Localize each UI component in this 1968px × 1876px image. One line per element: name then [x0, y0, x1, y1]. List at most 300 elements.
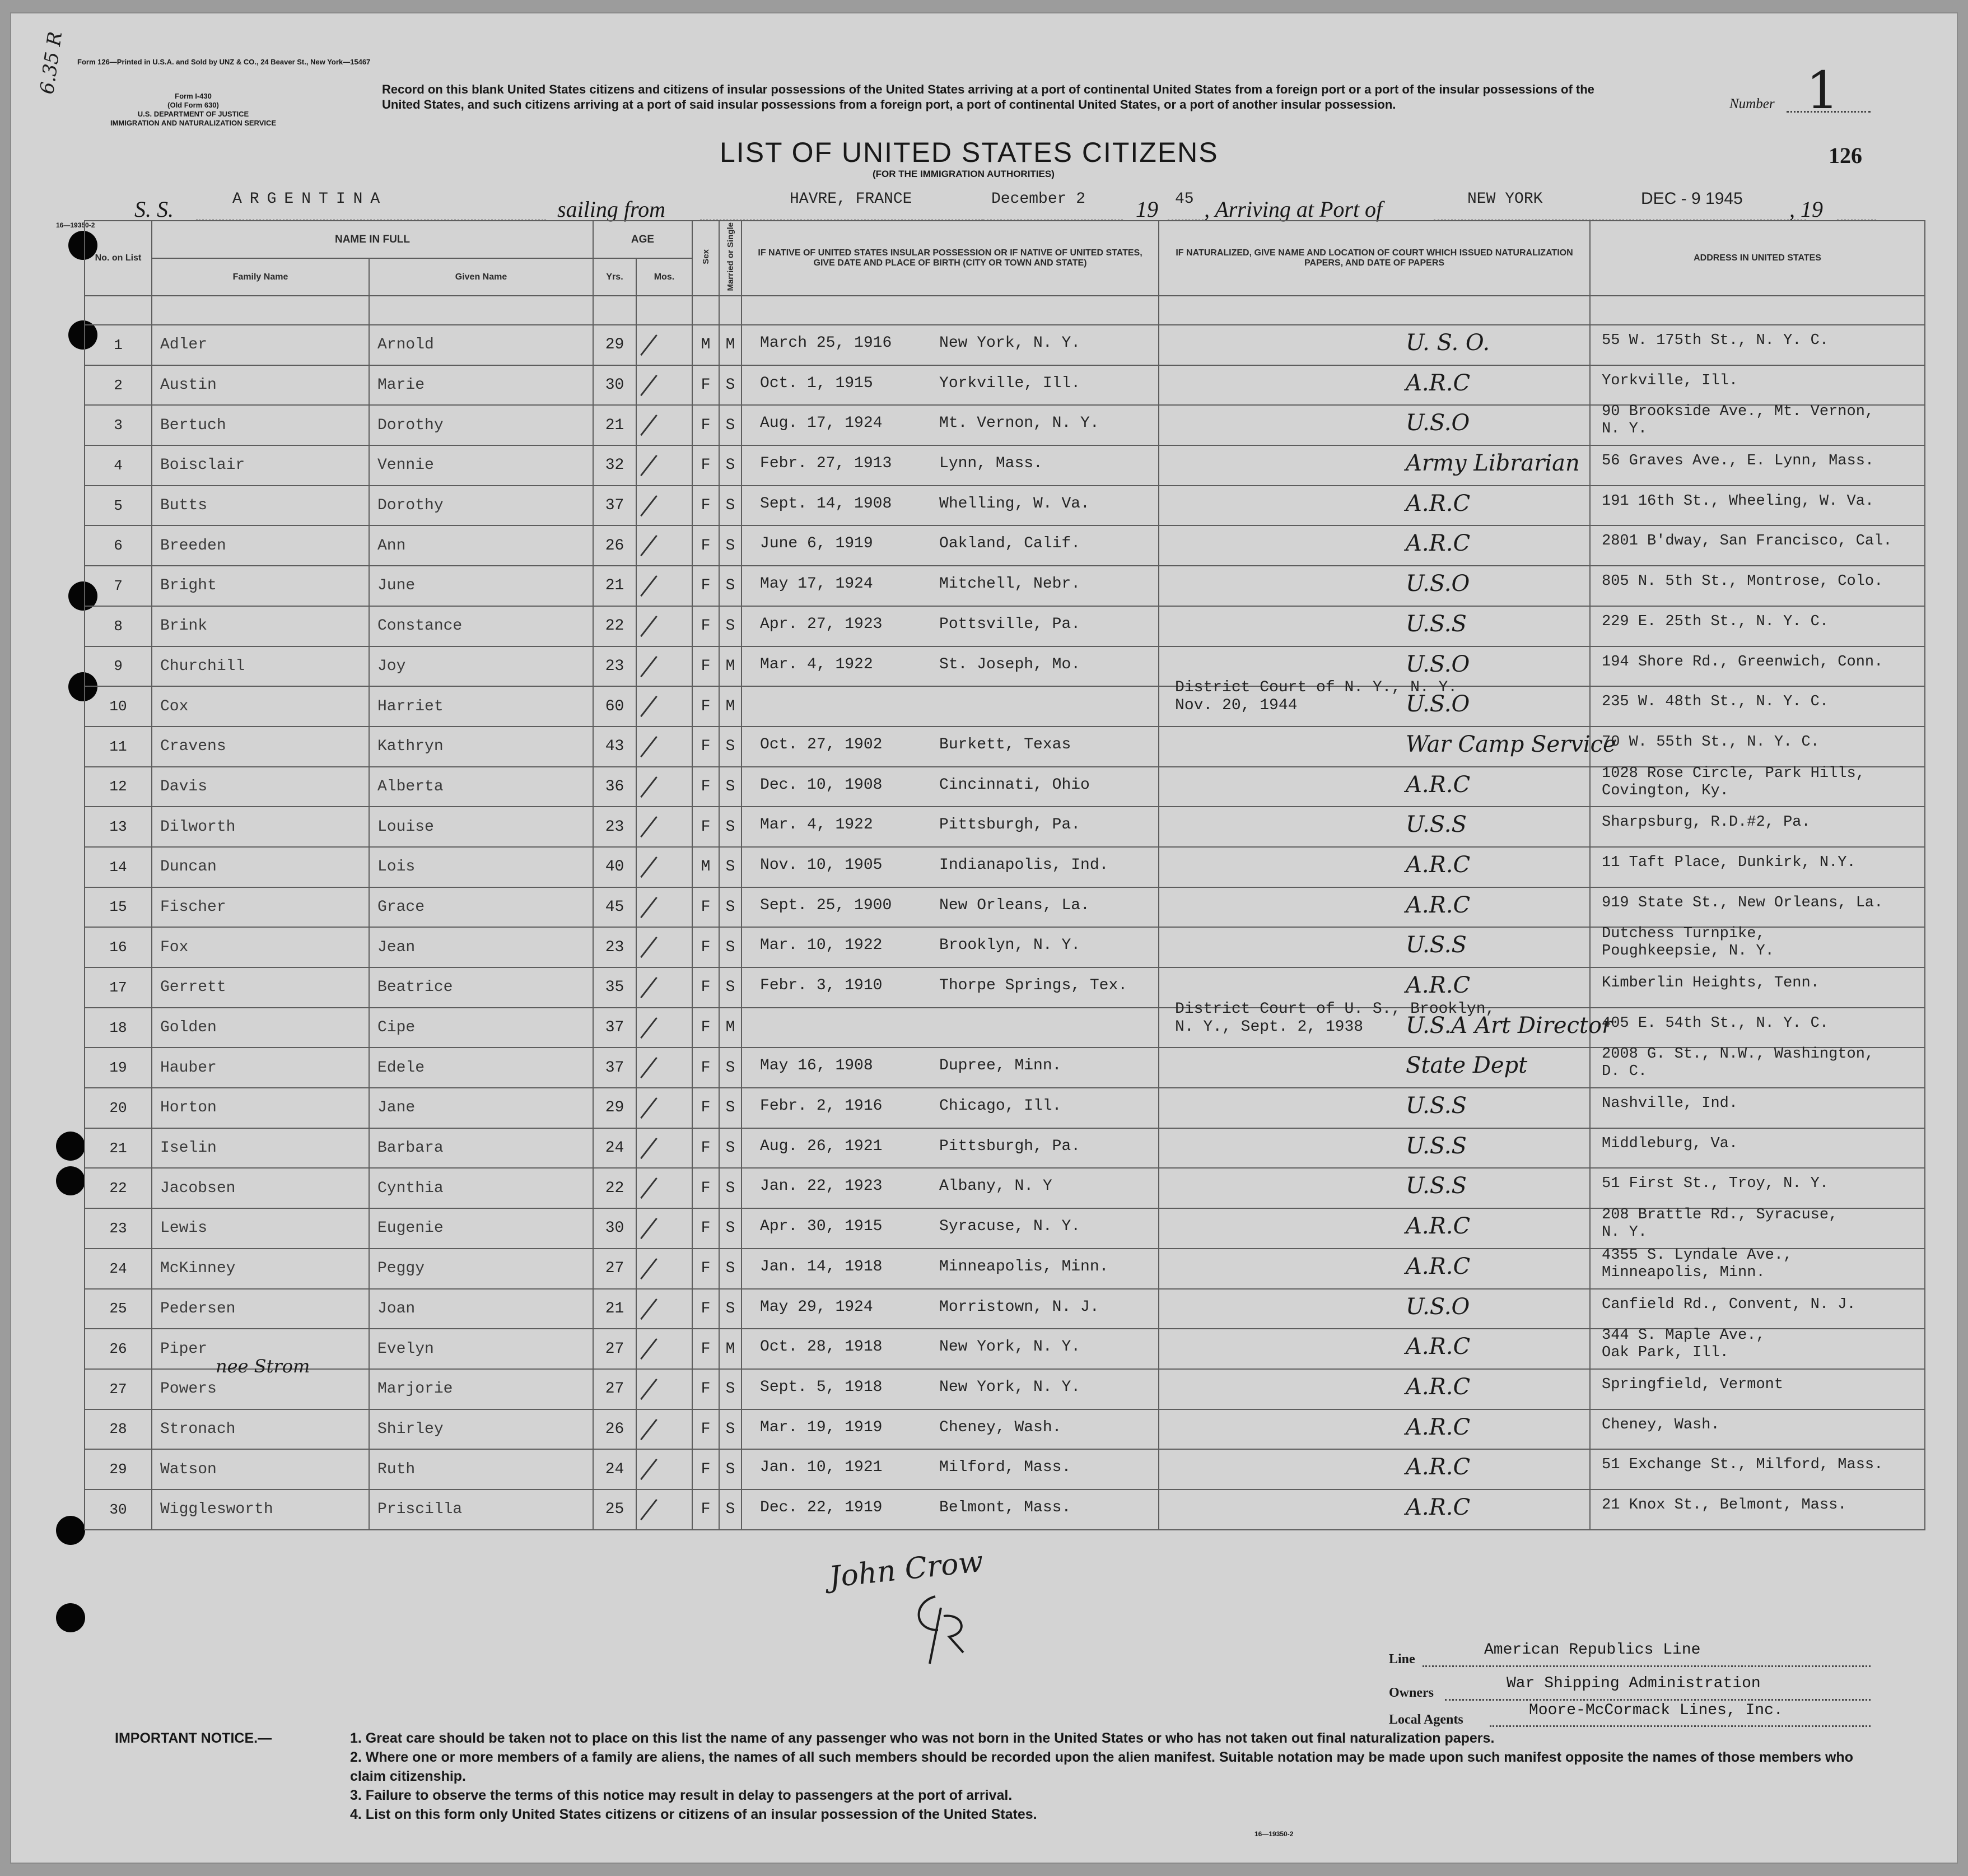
marital-status: S — [719, 1369, 742, 1409]
form-id-line: U.S. DEPARTMENT OF JUSTICE — [137, 110, 249, 118]
address: 55 W. 175th St., N. Y. C. — [1602, 332, 1829, 349]
sex: F — [692, 686, 719, 727]
sex: F — [692, 566, 719, 606]
list-number: 16 — [85, 927, 152, 967]
given-name: Arnold — [369, 325, 593, 365]
marital-status: S — [719, 1208, 742, 1249]
family-name: Dilworth — [152, 807, 369, 847]
family-name: McKinney — [152, 1249, 369, 1289]
given-name: Edele — [369, 1048, 593, 1088]
family-name: Adler — [152, 325, 369, 365]
given-name: Alberta — [369, 767, 593, 807]
handwritten-note: A.R.C — [1406, 1374, 1471, 1400]
given-name: Dorothy — [369, 486, 593, 526]
table-row — [85, 686, 1925, 727]
ditto-slash — [640, 1097, 657, 1119]
sex: F — [692, 1289, 719, 1329]
given-name: Cipe — [369, 1008, 593, 1048]
sex: F — [692, 1489, 719, 1530]
address: Nashville, Ind. — [1602, 1095, 1738, 1112]
age-years: 35 — [593, 967, 636, 1008]
form-code: 16—19350-2 — [56, 221, 95, 229]
sex: F — [692, 1128, 719, 1169]
address-cell — [1590, 1208, 1925, 1249]
address-cell — [1590, 325, 1925, 365]
naturalization-cell — [1159, 927, 1590, 967]
given-name: Ann — [369, 525, 593, 566]
age-years: 29 — [593, 325, 636, 365]
birth-cell — [742, 1208, 1159, 1249]
handwritten-note: U.S.S — [1406, 611, 1467, 637]
birth-date: Jan. 14, 1918 — [760, 1258, 883, 1276]
birth-cell — [742, 1088, 1159, 1128]
naturalization-cell — [1159, 767, 1590, 807]
birth-date: March 25, 1916 — [760, 334, 892, 352]
given-name: Jane — [369, 1088, 593, 1128]
address: 805 N. 5th St., Montrose, Colo. — [1602, 573, 1883, 590]
address: 21 Knox St., Belmont, Mass. — [1602, 1496, 1847, 1514]
table-row — [85, 365, 1925, 406]
ditto-slash — [640, 415, 657, 436]
notice-item: 3. Failure to observe the terms of this notice may result in delay to passengers at the port of arrival. — [350, 1787, 1013, 1803]
address: 51 Exchange St., Milford, Mass. — [1602, 1456, 1883, 1474]
address-cell — [1590, 686, 1925, 727]
list-number: 6 — [85, 525, 152, 566]
family-name: Bright — [152, 566, 369, 606]
court-details: District Court of N. Y., N. Y. Nov. 20, 1944 — [1175, 679, 1458, 715]
birth-cell — [742, 1168, 1159, 1208]
page-number: 126 — [1829, 143, 1862, 168]
handwritten-note: A.R.C — [1406, 851, 1471, 878]
list-number: 1 — [85, 325, 152, 365]
birth-cell — [742, 1128, 1159, 1169]
birth-date: Mar. 4, 1922 — [760, 655, 873, 673]
sex: F — [692, 1048, 719, 1088]
marital-status: S — [719, 1289, 742, 1329]
age-years: 37 — [593, 1048, 636, 1088]
ditto-slash — [640, 1177, 657, 1199]
naturalization-cell — [1159, 1000, 1613, 1048]
marital-status: S — [719, 1249, 742, 1289]
naturalization-cell — [1159, 606, 1590, 646]
sex: F — [692, 445, 719, 486]
naturalization-cell — [1159, 1289, 1590, 1329]
sex: F — [692, 927, 719, 967]
address-cell — [1590, 927, 1925, 967]
age-months — [636, 1048, 692, 1088]
list-number: 17 — [85, 967, 152, 1008]
address-cell — [1590, 646, 1925, 687]
age-months — [636, 486, 692, 526]
handwritten-note: A.R.C — [1406, 892, 1471, 918]
age-years: 29 — [593, 1088, 636, 1128]
handwritten-note: U.S.O — [1406, 1293, 1470, 1320]
address: 4355 S. Lyndale Ave., Minneapolis, Minn. — [1602, 1246, 1793, 1281]
list-number: 22 — [85, 1168, 152, 1208]
agents-label: Local Agents — [1389, 1712, 1463, 1727]
age-years: 37 — [593, 1008, 636, 1048]
birth-place: Albany, N. Y — [939, 1177, 1052, 1195]
line-label: Line — [1389, 1652, 1415, 1666]
birth-cell — [742, 405, 1159, 445]
naturalization-cell — [1159, 1208, 1590, 1249]
given-name: Jean — [369, 927, 593, 967]
arrival-stamp: DEC - 9 1945 — [1641, 189, 1743, 208]
marital-status: S — [719, 927, 742, 967]
header-mos: Mos. — [636, 258, 692, 296]
initials-mark — [896, 1591, 986, 1669]
ditto-slash — [640, 575, 657, 597]
family-name: Golden — [152, 1008, 369, 1048]
age-months — [636, 1249, 692, 1289]
ditto-slash — [640, 1379, 657, 1400]
birth-place: Pittsburgh, Pa. — [939, 816, 1081, 834]
given-name: Constance — [369, 606, 593, 646]
handwritten-note: A.R.C — [1406, 972, 1471, 998]
list-number: 5 — [85, 486, 152, 526]
ditto-slash — [640, 1419, 657, 1440]
birth-place: Oakland, Calif. — [939, 535, 1081, 553]
citizen-list-table — [84, 220, 1925, 1530]
list-number: 29 — [85, 1449, 152, 1489]
birth-place: St. Joseph, Mo. — [939, 655, 1081, 673]
family-name: Powers — [152, 1369, 369, 1409]
family-name: Churchill — [152, 646, 369, 687]
age-years: 21 — [593, 1289, 636, 1329]
birth-date: Sept. 5, 1918 — [760, 1378, 883, 1396]
marital-status: S — [719, 525, 742, 566]
ditto-slash — [640, 856, 657, 878]
address-cell — [1590, 1489, 1925, 1530]
address-cell — [1590, 1168, 1925, 1208]
table-row — [85, 1208, 1925, 1249]
family-name: Breeden — [152, 525, 369, 566]
naturalization-cell — [1159, 365, 1590, 406]
birth-place: Cincinnati, Ohio — [939, 776, 1090, 794]
given-name: Ruth — [369, 1449, 593, 1489]
owners-value: War Shipping Administration — [1507, 1675, 1761, 1692]
sex: F — [692, 1249, 719, 1289]
list-number: 10 — [85, 686, 152, 727]
marital-status: S — [719, 365, 742, 406]
naturalization-cell — [1159, 1369, 1590, 1409]
given-name: Dorothy — [369, 405, 593, 445]
given-name: Marjorie — [369, 1369, 593, 1409]
notice-list — [350, 1729, 1873, 1824]
age-years: 24 — [593, 1128, 636, 1169]
sex: F — [692, 1208, 719, 1249]
list-number: 14 — [85, 847, 152, 887]
notice-item: 4. List on this form only United States citizens or citizens of an insular possession of the United States. — [350, 1807, 1037, 1822]
age-years: 27 — [593, 1329, 636, 1369]
table-row — [85, 1289, 1925, 1329]
address-cell — [1590, 1329, 1925, 1369]
handwritten-note: U.S.S — [1406, 1093, 1467, 1119]
family-name: Austin — [152, 365, 369, 406]
handwritten-note: U.S.S — [1406, 812, 1467, 838]
line-rule — [1423, 1665, 1871, 1667]
naturalization-cell — [1159, 1128, 1590, 1169]
address: 2801 B'dway, San Francisco, Cal. — [1602, 533, 1892, 550]
age-years: 25 — [593, 1489, 636, 1530]
age-years: 37 — [593, 486, 636, 526]
notice-item: 1. Great care should be taken not to place on this list the name of any passenger who was not born in the United States or who has not taken out final naturalization papers. — [350, 1730, 1495, 1746]
age-months — [636, 525, 692, 566]
table-row — [85, 1168, 1925, 1208]
birth-date: Apr. 27, 1923 — [760, 615, 883, 633]
sex: F — [692, 486, 719, 526]
naturalization-cell — [1159, 1449, 1590, 1489]
address: 208 Brattle Rd., Syracuse, N. Y. — [1602, 1207, 1838, 1241]
given-name: Louise — [369, 807, 593, 847]
notice-heading: IMPORTANT NOTICE.— — [115, 1730, 272, 1746]
naturalization-cell — [1159, 325, 1590, 365]
ditto-slash — [640, 977, 657, 998]
family-name: Brink — [152, 606, 369, 646]
sex: M — [692, 325, 719, 365]
address: Sharpsburg, R.D.#2, Pa. — [1602, 814, 1811, 831]
sex: F — [692, 1449, 719, 1489]
handwritten-note: War Camp Service — [1406, 731, 1616, 757]
ss-label: S. S. — [134, 197, 174, 222]
given-name: Joy — [369, 646, 593, 687]
family-name: Stronach — [152, 1409, 369, 1450]
birth-cell — [742, 525, 1159, 566]
birth-cell — [742, 887, 1159, 928]
birth-place: Morristown, N. J. — [939, 1298, 1099, 1316]
court-details: District Court of U. S., Brooklyn, N. Y., Sept. 2, 1938 — [1175, 1000, 1495, 1036]
ditto-slash — [640, 736, 657, 757]
ditto-slash — [640, 1218, 657, 1239]
year-prefix: 19 — [1136, 197, 1158, 222]
birth-place: Yorkville, Ill. — [939, 374, 1081, 392]
handwritten-note: A.R.C — [1406, 490, 1471, 516]
given-name: Peggy — [369, 1249, 593, 1289]
list-number: 15 — [85, 887, 152, 928]
list-number: 12 — [85, 767, 152, 807]
marital-status: S — [719, 887, 742, 928]
birth-date: Mar. 4, 1922 — [760, 816, 873, 834]
table-row — [85, 1489, 1925, 1530]
header-married-single-text: Married or Single — [725, 222, 735, 291]
ditto-slash — [640, 1258, 657, 1279]
marital-status: M — [719, 1008, 742, 1048]
birth-date: May 16, 1908 — [760, 1057, 873, 1075]
table-row — [85, 525, 1925, 566]
address: Cheney, Wash. — [1602, 1416, 1720, 1433]
birth-cell — [742, 1289, 1159, 1329]
owners-rule — [1445, 1699, 1871, 1701]
birth-place: Chicago, Ill. — [939, 1097, 1062, 1115]
birth-cell — [742, 1249, 1159, 1289]
address: 2008 G. St., N.W., Washington, D. C. — [1602, 1046, 1874, 1081]
ditto-slash — [640, 1017, 657, 1039]
address-cell — [1590, 486, 1925, 526]
marital-status: S — [719, 1168, 742, 1208]
address: 90 Brookside Ave., Mt. Vernon, N. Y. — [1602, 403, 1874, 438]
list-number: 7 — [85, 566, 152, 606]
ditto-slash — [640, 1459, 657, 1480]
handwritten-note: A.R.C — [1406, 1414, 1471, 1440]
handwritten-note: U. S. O. — [1406, 330, 1490, 356]
sex: M — [692, 847, 719, 887]
age-years: 43 — [593, 727, 636, 767]
sex: F — [692, 525, 719, 566]
address-cell — [1590, 767, 1925, 807]
address-cell — [1590, 1008, 1925, 1048]
given-name: Harriet — [369, 686, 593, 727]
given-name: Shirley — [369, 1409, 593, 1450]
naturalization-cell — [1159, 445, 1590, 486]
marital-status: S — [719, 967, 742, 1008]
birth-place: Dupree, Minn. — [939, 1057, 1062, 1075]
binder-hole — [56, 1516, 85, 1545]
table-row — [85, 767, 1925, 807]
birth-date: May 17, 1924 — [760, 575, 873, 593]
age-months — [636, 1329, 692, 1369]
birth-date: Febr. 27, 1913 — [760, 455, 892, 473]
handwritten-note: A.R.C — [1406, 530, 1471, 557]
arrival-port: NEW YORK — [1467, 190, 1543, 208]
list-number: 3 — [85, 405, 152, 445]
ship-name: ARGENTINA — [232, 190, 388, 208]
handwritten-note: U.S.O — [1406, 410, 1470, 436]
bottom-form-code: 16—19350-2 — [1255, 1830, 1294, 1838]
header-address: ADDRESS IN UNITED STATES — [1590, 221, 1925, 296]
age-months — [636, 566, 692, 606]
naturalization-cell — [1159, 1249, 1590, 1289]
marital-status: S — [719, 1409, 742, 1450]
table-row — [85, 1088, 1925, 1128]
address-cell — [1590, 727, 1925, 767]
list-number: 13 — [85, 807, 152, 847]
naturalization-cell — [1159, 525, 1590, 566]
list-number: 25 — [85, 1289, 152, 1329]
page-subtitle: (FOR THE IMMIGRATION AUTHORITIES) — [873, 169, 1055, 179]
ditto-slash — [640, 696, 657, 717]
naturalization-cell — [1159, 1048, 1590, 1088]
birth-cell — [742, 1008, 1159, 1048]
ditto-slash — [640, 375, 657, 396]
header-name-in-full: NAME IN FULL — [152, 221, 593, 258]
birth-cell — [742, 927, 1159, 967]
birth-place: Syracuse, N. Y. — [939, 1218, 1081, 1236]
handwritten-note: U.S.S — [1406, 1173, 1467, 1199]
header-sex — [692, 221, 719, 296]
family-name: Hauber — [152, 1048, 369, 1088]
binder-hole — [56, 1132, 85, 1161]
handwritten-note: A.R.C — [1406, 370, 1471, 396]
binder-hole — [56, 1603, 85, 1632]
birth-place: Milford, Mass. — [939, 1459, 1071, 1477]
address-cell — [1590, 525, 1925, 566]
given-name: Beatrice — [369, 967, 593, 1008]
handwritten-note: A.R.C — [1406, 1454, 1471, 1481]
address: Yorkville, Ill. — [1602, 372, 1738, 389]
marital-status: M — [719, 1329, 742, 1369]
address: 194 Shore Rd., Greenwich, Conn. — [1602, 653, 1883, 671]
table-row — [85, 847, 1925, 887]
sex: F — [692, 365, 719, 406]
list-number: 24 — [85, 1249, 152, 1289]
given-name: Grace — [369, 887, 593, 928]
ditto-slash — [640, 897, 657, 918]
signature: John Crow — [827, 1544, 985, 1595]
family-name: Pedersen — [152, 1289, 369, 1329]
ditto-slash — [640, 616, 657, 637]
age-months — [636, 847, 692, 887]
birth-place: Belmont, Mass. — [939, 1498, 1071, 1516]
address: 1028 Rose Circle, Park Hills, Covington, Ky. — [1602, 765, 1865, 799]
age-months — [636, 967, 692, 1008]
family-name: Jacobsen — [152, 1168, 369, 1208]
family-name: Butts — [152, 486, 369, 526]
age-years: 24 — [593, 1449, 636, 1489]
ditto-slash — [640, 937, 657, 958]
address: Kimberlin Heights, Tenn. — [1602, 975, 1820, 991]
list-number: 30 — [85, 1489, 152, 1530]
age-months — [636, 767, 692, 807]
age-months — [636, 686, 692, 727]
birth-cell — [742, 847, 1159, 887]
family-name: Watson — [152, 1449, 369, 1489]
list-number: 26 — [85, 1329, 152, 1369]
marital-status: S — [719, 445, 742, 486]
age-years: 27 — [593, 1249, 636, 1289]
marital-status: S — [719, 807, 742, 847]
handwritten-note: A.R.C — [1406, 1213, 1471, 1240]
family-name: Fischer — [152, 887, 369, 928]
birth-place: Pittsburgh, Pa. — [939, 1137, 1081, 1155]
piper-note: nee Strom — [216, 1356, 310, 1377]
form-id-line: IMMIGRATION AND NATURALIZATION SERVICE — [110, 119, 277, 127]
birth-date: Sept. 25, 1900 — [760, 896, 892, 914]
form-id — [106, 92, 280, 128]
birth-place: Whelling, W. Va. — [939, 495, 1090, 513]
age-months — [636, 807, 692, 847]
printer-line: Form 126—Printed in U.S.A. and Sold by UNZ & CO., 24 Beaver St., New York—15467 — [77, 58, 371, 66]
handwritten-note: U.S.S — [1406, 1133, 1467, 1159]
given-name: Lois — [369, 847, 593, 887]
family-name: Bertuch — [152, 405, 369, 445]
address-cell — [1590, 365, 1925, 406]
given-name: June — [369, 566, 593, 606]
address: 405 E. 54th St., N. Y. C. — [1602, 1014, 1829, 1032]
birth-date: Dec. 22, 1919 — [760, 1498, 883, 1516]
ditto-slash — [640, 495, 657, 516]
header-sex-text: Sex — [701, 249, 711, 264]
family-name: Piper — [152, 1329, 369, 1369]
address-cell — [1590, 967, 1925, 1008]
address: 919 State St., New Orleans, La. — [1602, 894, 1883, 911]
handwritten-note: Army Librarian — [1406, 450, 1580, 477]
handwritten-note: A.R.C — [1406, 771, 1471, 798]
birth-date: Febr. 3, 1910 — [760, 977, 883, 994]
sex: F — [692, 967, 719, 1008]
marital-status: S — [719, 1048, 742, 1088]
sex: F — [692, 1008, 719, 1048]
address: Middleburg, Va. — [1602, 1135, 1738, 1152]
address-cell — [1590, 887, 1925, 928]
address-cell — [1590, 1048, 1925, 1088]
agents-rule — [1490, 1725, 1871, 1727]
age-years: 45 — [593, 887, 636, 928]
ditto-slash — [640, 655, 657, 677]
birth-date: Febr. 2, 1916 — [760, 1097, 883, 1115]
age-months — [636, 1369, 692, 1409]
birth-date: Apr. 30, 1915 — [760, 1218, 883, 1236]
given-name: Vennie — [369, 445, 593, 486]
